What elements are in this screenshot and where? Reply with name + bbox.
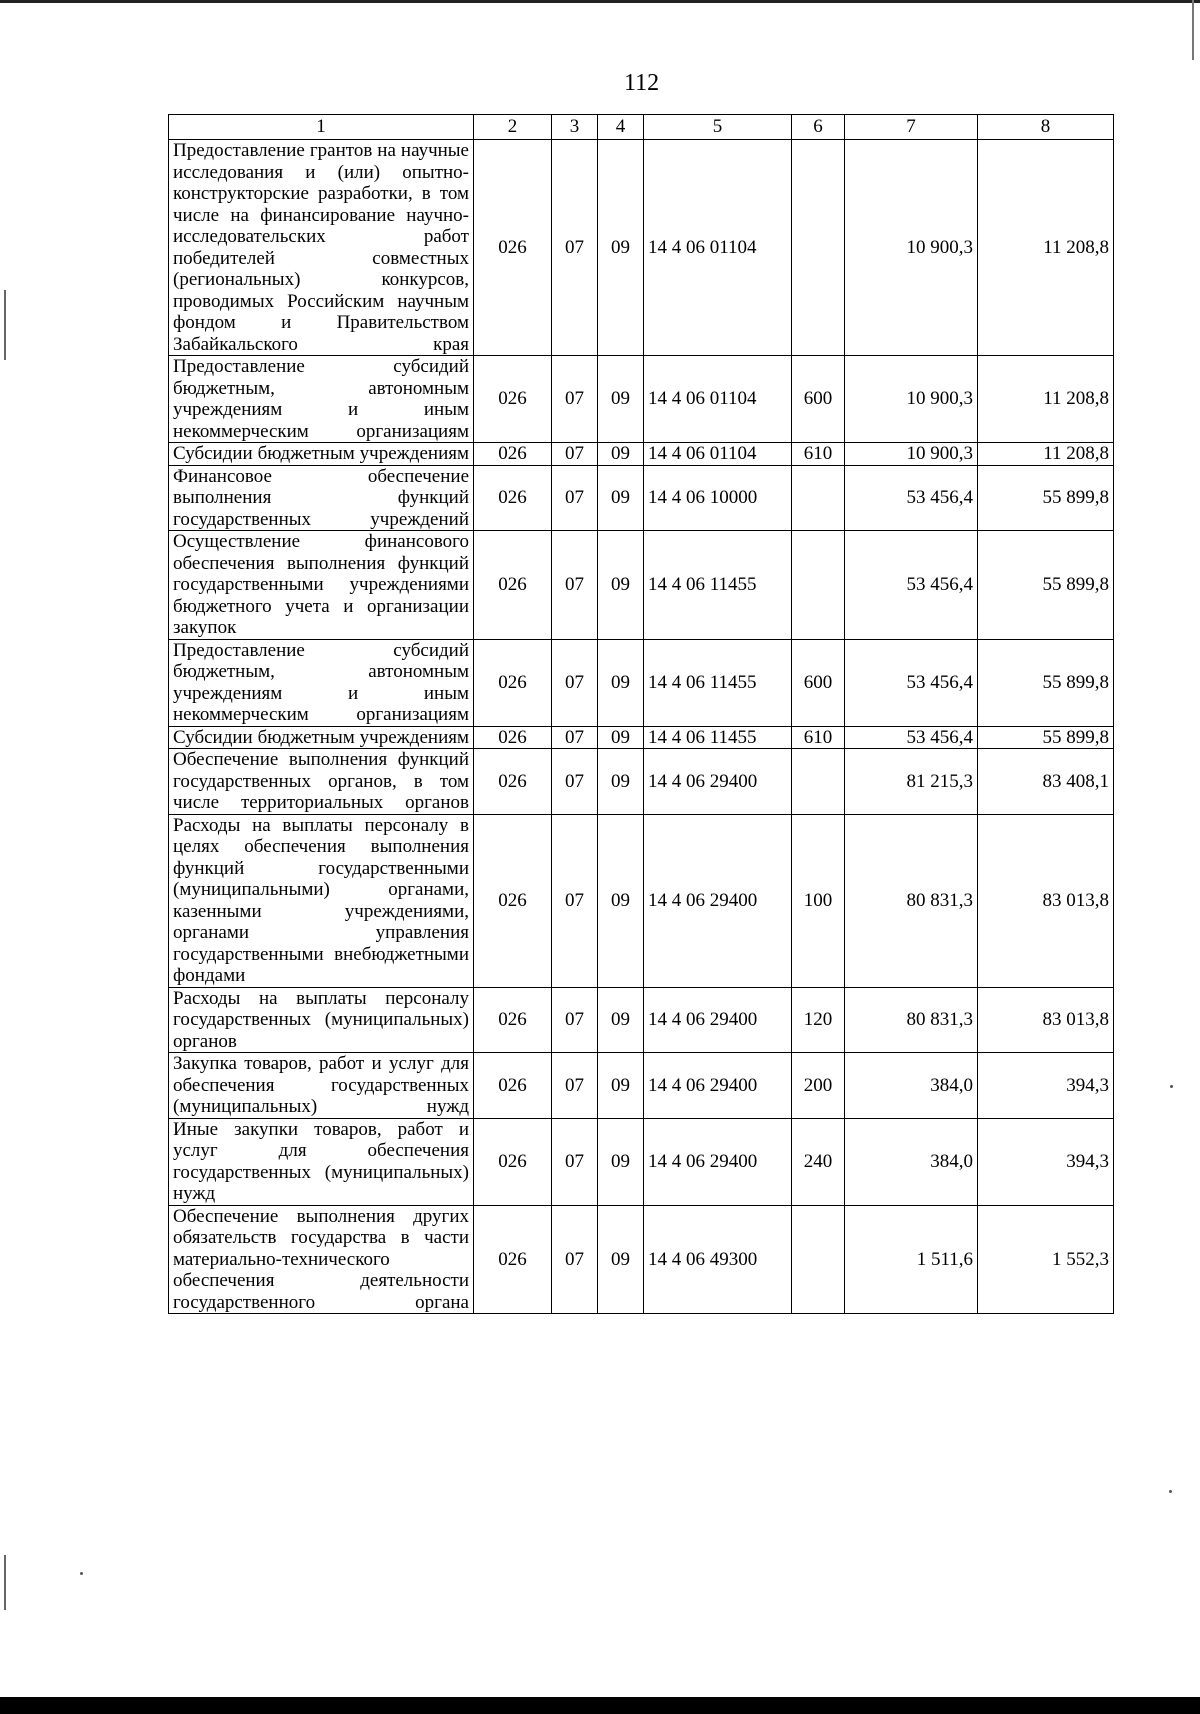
- table-row: [169, 749, 1114, 815]
- cell-expense-type: 240: [792, 1118, 845, 1205]
- scan-speck: [80, 1572, 83, 1575]
- cell-target-article: 14 4 06 29400: [644, 1053, 792, 1119]
- cell-target-article: 14 4 06 11455: [644, 639, 792, 726]
- cell-amount-year-1: 80 831,3: [845, 987, 978, 1053]
- cell-subsection-code: 09: [598, 726, 644, 749]
- cell-expense-name: Расходы на выплаты персоналу в целях обеспечения выполнения функций государственными (муниципальными) органами, казенными учреждениями, органами управления государственными внебюджетными фондами: [169, 814, 474, 987]
- cell-section-code: 026: [474, 1205, 552, 1314]
- cell-subsection-code: 09: [598, 1053, 644, 1119]
- cell-expense-type: 100: [792, 814, 845, 987]
- cell-subsection-code: 07: [552, 1118, 598, 1205]
- cell-target-article: 14 4 06 49300: [644, 1205, 792, 1314]
- cell-subsection-code: 09: [598, 1205, 644, 1314]
- cell-target-article: 14 4 06 10000: [644, 465, 792, 531]
- table-row: [169, 531, 1114, 640]
- cell-amount-year-2: 83 013,8: [978, 987, 1114, 1053]
- cell-section-code: 026: [474, 726, 552, 749]
- column-header: 6: [792, 115, 845, 140]
- cell-subsection-code: 07: [552, 465, 598, 531]
- cell-amount-year-1: 53 456,4: [845, 726, 978, 749]
- cell-amount-year-1: 53 456,4: [845, 531, 978, 640]
- cell-subsection-code: 07: [552, 443, 598, 466]
- cell-expense-name: Иные закупки товаров, работ и услуг для обеспечения государственных (муниципальных) нужд: [169, 1118, 474, 1205]
- scan-bottom-edge: [0, 1697, 1200, 1714]
- cell-subsection-code: 09: [598, 531, 644, 640]
- cell-expense-name: Субсидии бюджетным учреждениям: [169, 443, 474, 466]
- cell-expense-type: [792, 465, 845, 531]
- cell-expense-name: Закупка товаров, работ и услуг для обеспечения государственных (муниципальных) нужд: [169, 1053, 474, 1119]
- budget-table: [168, 114, 1114, 1314]
- cell-subsection-code: 09: [598, 814, 644, 987]
- cell-expense-name: Расходы на выплаты персоналу государственных (муниципальных) органов: [169, 987, 474, 1053]
- cell-section-code: 026: [474, 356, 552, 443]
- cell-amount-year-2: 1 552,3: [978, 1205, 1114, 1314]
- cell-expense-type: 610: [792, 726, 845, 749]
- cell-target-article: 14 4 06 01104: [644, 356, 792, 443]
- cell-subsection-code: 09: [598, 443, 644, 466]
- cell-expense-name: Предоставление субсидий бюджетным, автономным учреждениям и иным некоммерческим организациям: [169, 356, 474, 443]
- cell-subsection-code: 07: [552, 531, 598, 640]
- cell-expense-name: Обеспечение выполнения функций государственных органов, в том числе территориальных органов: [169, 749, 474, 815]
- cell-section-code: 026: [474, 749, 552, 815]
- table-row: [169, 356, 1114, 443]
- table-row: [169, 639, 1114, 726]
- cell-amount-year-2: 11 208,8: [978, 356, 1114, 443]
- scan-left-mark: [4, 1555, 6, 1610]
- scan-top-edge: [0, 0, 1200, 3]
- scan-speck: [1169, 1490, 1172, 1493]
- cell-subsection-code: 07: [552, 639, 598, 726]
- cell-target-article: 14 4 06 29400: [644, 814, 792, 987]
- cell-subsection-code: 07: [552, 749, 598, 815]
- cell-expense-type: 610: [792, 443, 845, 466]
- cell-amount-year-2: 394,3: [978, 1118, 1114, 1205]
- cell-amount-year-1: 10 900,3: [845, 443, 978, 466]
- scan-speck: [1170, 1085, 1173, 1088]
- cell-target-article: 14 4 06 11455: [644, 531, 792, 640]
- cell-amount-year-1: 384,0: [845, 1053, 978, 1119]
- column-header: 5: [644, 115, 792, 140]
- cell-subsection-code: 09: [598, 987, 644, 1053]
- scan-left-mark: [4, 290, 6, 360]
- cell-subsection-code: 09: [598, 356, 644, 443]
- cell-section-code: 026: [474, 1118, 552, 1205]
- table-row: [169, 1205, 1114, 1314]
- cell-expense-type: [792, 749, 845, 815]
- cell-subsection-code: 09: [598, 1118, 644, 1205]
- cell-expense-name: Осуществление финансового обеспечения выполнения функций государственными учреждениями бюджетного учета и организации закупок: [169, 531, 474, 640]
- cell-section-code: 026: [474, 140, 552, 356]
- cell-amount-year-2: 55 899,8: [978, 465, 1114, 531]
- cell-expense-name: Обеспечение выполнения других обязательств государства в части материально-технического обеспечения деятельности государственного органа: [169, 1205, 474, 1314]
- column-header: 2: [474, 115, 552, 140]
- cell-expense-type: [792, 531, 845, 640]
- cell-expense-type: 600: [792, 639, 845, 726]
- cell-amount-year-2: 83 408,1: [978, 749, 1114, 815]
- cell-section-code: 026: [474, 814, 552, 987]
- cell-expense-type: 600: [792, 356, 845, 443]
- cell-amount-year-1: 1 511,6: [845, 1205, 978, 1314]
- cell-subsection-code: 07: [552, 814, 598, 987]
- cell-expense-name: Финансовое обеспечение выполнения функций государственных учреждений: [169, 465, 474, 531]
- cell-amount-year-1: 53 456,4: [845, 639, 978, 726]
- cell-amount-year-1: 10 900,3: [845, 140, 978, 356]
- cell-target-article: 14 4 06 29400: [644, 987, 792, 1053]
- cell-section-code: 026: [474, 531, 552, 640]
- cell-expense-type: 200: [792, 1053, 845, 1119]
- cell-amount-year-2: 83 013,8: [978, 814, 1114, 987]
- cell-subsection-code: 07: [552, 356, 598, 443]
- cell-section-code: 026: [474, 443, 552, 466]
- cell-expense-name: Предоставление субсидий бюджетным, автономным учреждениям и иным некоммерческим организациям: [169, 639, 474, 726]
- cell-amount-year-2: 394,3: [978, 1053, 1114, 1119]
- table-row: [169, 140, 1114, 356]
- table-row: [169, 726, 1114, 749]
- column-header: 8: [978, 115, 1114, 140]
- cell-section-code: 026: [474, 1053, 552, 1119]
- cell-target-article: 14 4 06 11455: [644, 726, 792, 749]
- column-header: 1: [169, 115, 474, 140]
- cell-amount-year-1: 10 900,3: [845, 356, 978, 443]
- cell-amount-year-2: 11 208,8: [978, 140, 1114, 356]
- cell-section-code: 026: [474, 987, 552, 1053]
- cell-amount-year-1: 384,0: [845, 1118, 978, 1205]
- table-row: [169, 465, 1114, 531]
- table-row: [169, 987, 1114, 1053]
- cell-expense-name: Предоставление грантов на научные исследования и (или) опытно-конструкторские разработки, в том числе на финансирование научно-исследовательских работ победителей совместных (региональных) конкурсов, проводимых Российским научным фондом и Правительством Забайкальского края: [169, 140, 474, 356]
- scan-right-edge: [1192, 0, 1194, 60]
- cell-amount-year-2: 55 899,8: [978, 639, 1114, 726]
- table-row: [169, 814, 1114, 987]
- cell-amount-year-1: 53 456,4: [845, 465, 978, 531]
- cell-amount-year-1: 81 215,3: [845, 749, 978, 815]
- cell-amount-year-1: 80 831,3: [845, 814, 978, 987]
- cell-subsection-code: 09: [598, 749, 644, 815]
- cell-expense-type: 120: [792, 987, 845, 1053]
- table-row: [169, 443, 1114, 466]
- cell-section-code: 026: [474, 465, 552, 531]
- table-row: [169, 1053, 1114, 1119]
- table-row: [169, 1118, 1114, 1205]
- cell-subsection-code: 09: [598, 140, 644, 356]
- cell-subsection-code: 07: [552, 140, 598, 356]
- column-header: 3: [552, 115, 598, 140]
- cell-subsection-code: 07: [552, 1205, 598, 1314]
- cell-subsection-code: 09: [598, 465, 644, 531]
- cell-subsection-code: 07: [552, 987, 598, 1053]
- cell-target-article: 14 4 06 01104: [644, 140, 792, 356]
- cell-amount-year-2: 55 899,8: [978, 531, 1114, 640]
- column-header: 4: [598, 115, 644, 140]
- cell-target-article: 14 4 06 29400: [644, 1118, 792, 1205]
- table-header-row: [169, 115, 1114, 140]
- cell-target-article: 14 4 06 29400: [644, 749, 792, 815]
- cell-subsection-code: 07: [552, 1053, 598, 1119]
- page-number: 112: [624, 70, 660, 96]
- cell-target-article: 14 4 06 01104: [644, 443, 792, 466]
- cell-subsection-code: 07: [552, 726, 598, 749]
- cell-expense-type: [792, 1205, 845, 1314]
- cell-section-code: 026: [474, 639, 552, 726]
- cell-amount-year-2: 11 208,8: [978, 443, 1114, 466]
- cell-expense-name: Субсидии бюджетным учреждениям: [169, 726, 474, 749]
- column-header: 7: [845, 115, 978, 140]
- cell-amount-year-2: 55 899,8: [978, 726, 1114, 749]
- cell-subsection-code: 09: [598, 639, 644, 726]
- cell-expense-type: [792, 140, 845, 356]
